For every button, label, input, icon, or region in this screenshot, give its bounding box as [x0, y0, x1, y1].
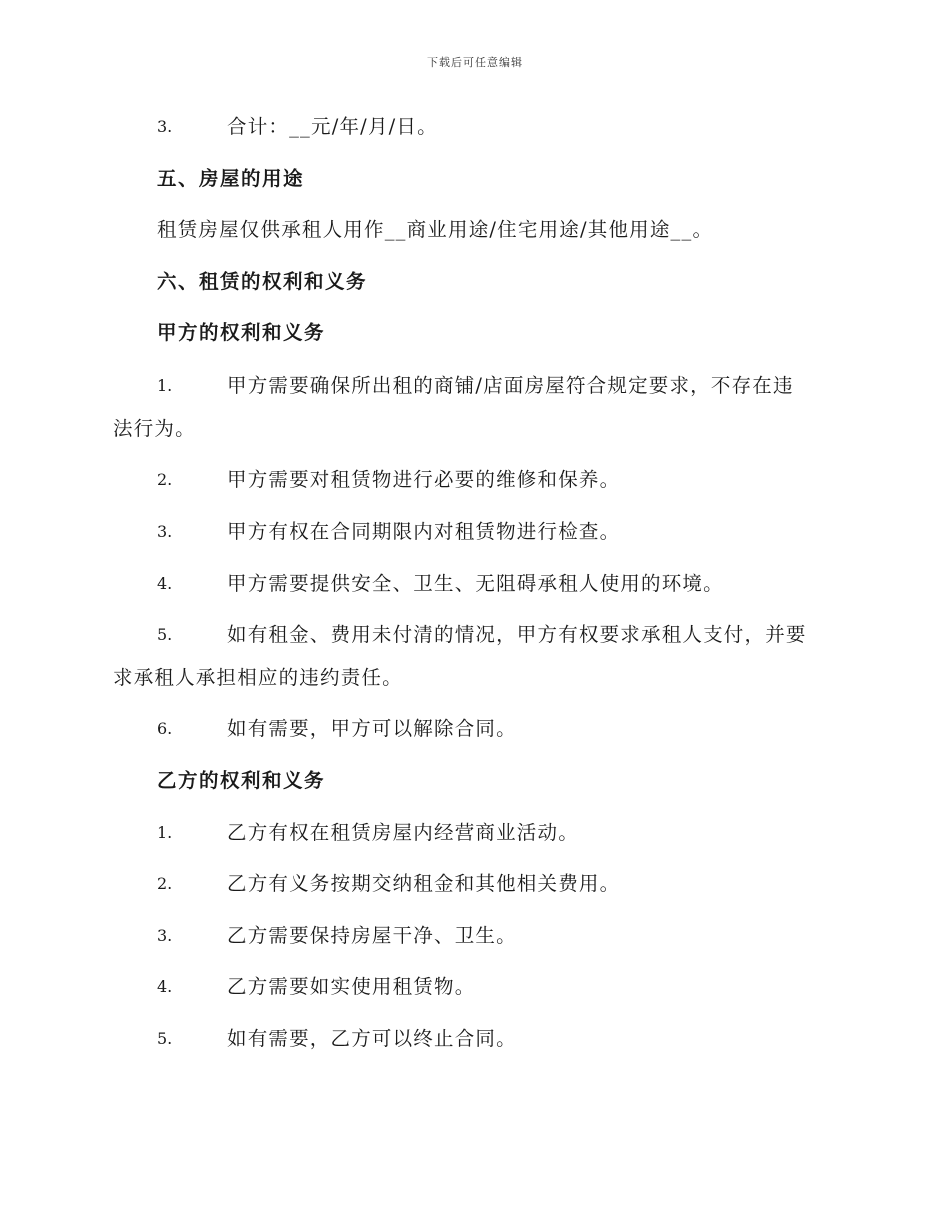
list-item-text: 甲方有权在合同期限内对租赁物进行检查。 — [227, 520, 621, 543]
subheading-party-a: 甲方的权利和义务 — [157, 321, 326, 344]
list-item-number: 4. — [157, 977, 173, 996]
list-item-number: 2. — [157, 874, 173, 893]
list-item-number: 5. — [157, 625, 173, 644]
list-item-text: 乙方有义务按期交纳租金和其他相关费用。 — [227, 872, 621, 895]
list-item-number: 6. — [157, 719, 173, 738]
list-item-continuation: 求承租人承担相应的违约责任。 — [113, 666, 403, 689]
list-item-text: 合计：__元/年/月/日。 — [227, 115, 438, 138]
list-item-continuation: 法行为。 — [113, 417, 196, 440]
list-item-number: 2. — [157, 470, 173, 489]
list-item-text: 甲方需要提供安全、卫生、无阻碍承租人使用的环境。 — [227, 572, 724, 595]
list-item-number: 3. — [157, 522, 173, 541]
subheading-party-b: 乙方的权利和义务 — [157, 769, 326, 792]
list-item-number: 1. — [157, 376, 173, 395]
list-item-number: 1. — [157, 823, 173, 842]
list-item-number: 4. — [157, 574, 173, 593]
list-item-text: 如有需要，乙方可以终止合同。 — [227, 1027, 517, 1050]
section-heading-rights: 六、租赁的权利和义务 — [157, 270, 368, 293]
list-item-text: 乙方有权在租赁房屋内经营商业活动。 — [227, 821, 579, 844]
list-item-text: 甲方需要确保所出租的商铺/店面房屋符合规定要求，不存在违 — [227, 374, 794, 397]
list-item-number: 3. — [157, 117, 173, 136]
list-item-text: 甲方需要对租赁物进行必要的维修和保养。 — [227, 468, 621, 491]
paragraph-usage: 租赁房屋仅供承租人用作__商业用途/住宅用途/其他用途__。 — [157, 218, 714, 241]
list-item-number: 3. — [157, 926, 173, 945]
list-item-number: 5. — [157, 1029, 173, 1048]
page-header-note: 下载后可任意编辑 — [427, 56, 523, 69]
list-item-text: 如有租金、费用未付清的情况，甲方有权要求承租人支付，并要 — [227, 623, 807, 646]
list-item-text: 乙方需要如实使用租赁物。 — [227, 975, 476, 998]
section-heading-usage: 五、房屋的用途 — [157, 167, 305, 190]
list-item-text: 乙方需要保持房屋干净、卫生。 — [227, 924, 517, 947]
list-item-text: 如有需要，甲方可以解除合同。 — [227, 717, 517, 740]
